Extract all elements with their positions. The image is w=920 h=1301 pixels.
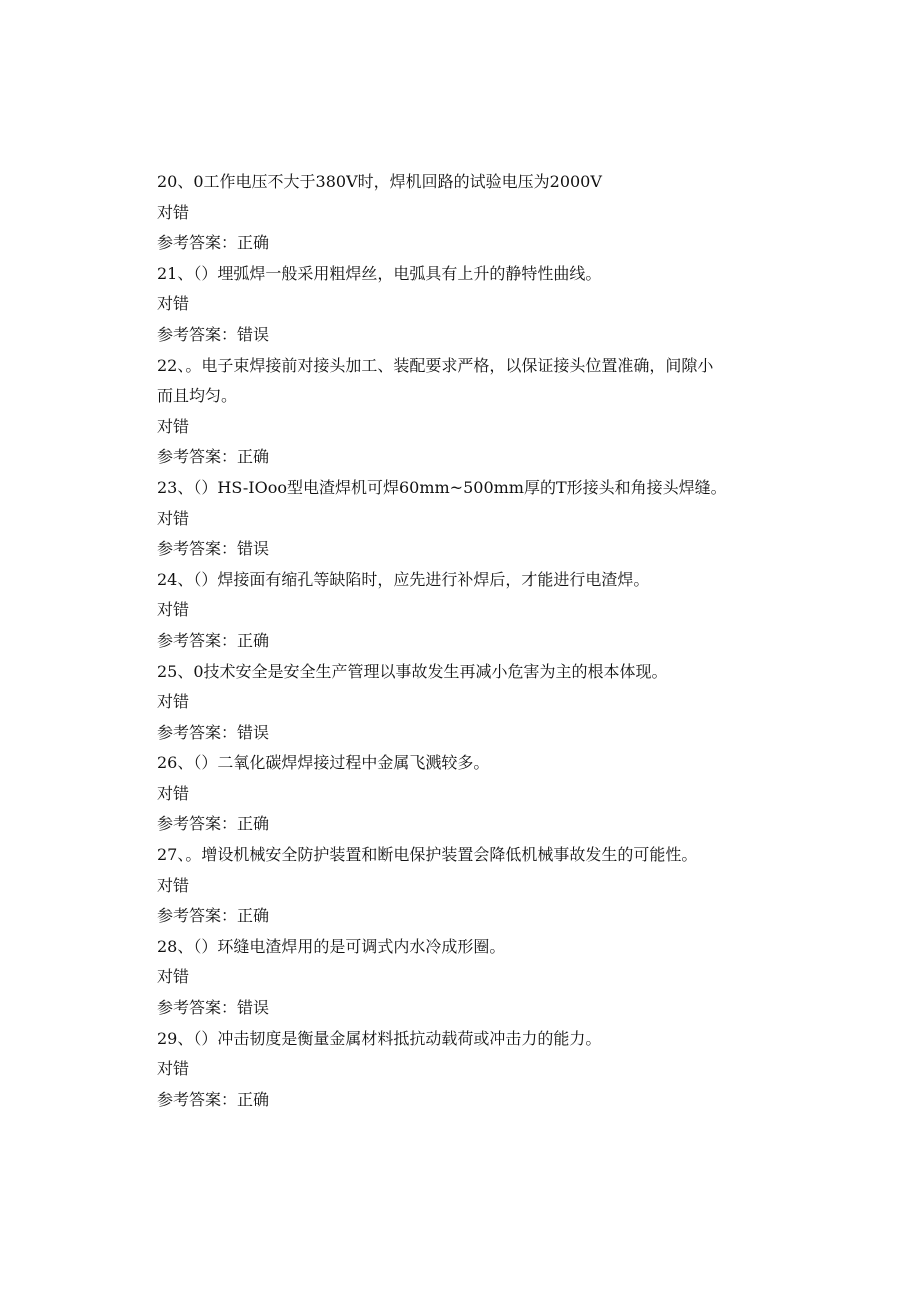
question-answer: 参考答案：错误 — [157, 998, 270, 1018]
question-text: 28、（）环缝电渣焊用的是可调式内水冷成形圈。 — [157, 936, 506, 956]
question-item-29 — [157, 1024, 767, 1116]
question-answer: 参考答案：错误 — [157, 324, 270, 344]
question-answer: 参考答案：正确 — [157, 447, 270, 467]
question-options: 对错 — [157, 1059, 190, 1079]
question-options: 对错 — [157, 875, 190, 895]
question-item-26 — [157, 748, 767, 840]
question-item-28 — [157, 932, 767, 1024]
question-item-24 — [157, 565, 767, 657]
question-options: 对错 — [157, 600, 190, 620]
question-text: 23、（）HS-IOoo型电渣焊机可焊60mm~500mm厚的T形接头和角接头焊缝。 — [157, 477, 727, 497]
question-item-21 — [157, 259, 767, 351]
question-text: 29、（）冲击韧度是衡量金属材料抵抗动载荷或冲击力的能力。 — [157, 1028, 602, 1048]
question-item-20 — [157, 167, 767, 259]
question-answer: 参考答案：错误 — [157, 722, 270, 742]
question-options: 对错 — [157, 294, 190, 314]
question-options: 对错 — [157, 967, 190, 987]
question-list — [157, 167, 767, 1115]
question-text: 26、（）二氧化碳焊焊接过程中金属飞溅较多。 — [157, 753, 490, 773]
question-item-23 — [157, 473, 767, 565]
question-answer: 参考答案：正确 — [157, 1089, 270, 1109]
question-options: 对错 — [157, 202, 190, 222]
question-options: 对错 — [157, 692, 190, 712]
question-options: 对错 — [157, 416, 190, 436]
question-answer: 参考答案：正确 — [157, 630, 270, 650]
question-answer: 参考答案：正确 — [157, 814, 270, 834]
question-text: 21、（）埋弧焊一般采用粗焊丝，电弧具有上升的静特性曲线。 — [157, 263, 602, 283]
question-item-25 — [157, 657, 767, 749]
question-item-27 — [157, 840, 767, 932]
question-answer: 参考答案：正确 — [157, 233, 270, 253]
question-answer: 参考答案：错误 — [157, 539, 270, 559]
question-text: 24、（）焊接面有缩孔等缺陷时，应先进行补焊后，才能进行电渣焊。 — [157, 569, 650, 589]
question-options: 对错 — [157, 508, 190, 528]
question-item-22 — [157, 351, 767, 473]
question-options: 对错 — [157, 783, 190, 803]
question-text-line-2: 而且均匀。 — [157, 386, 238, 406]
question-text-line-1: 22、。电子束焊接前对接头加工、装配要求严格，以保证接头位置准确，间隙小 — [157, 355, 714, 375]
question-text: 27、。增设机械安全防护装置和断电保护装置会降低机械事故发生的可能性。 — [157, 845, 698, 865]
question-text: 25、0技术安全是安全生产管理以事故发生再减小危害为主的根本体现。 — [157, 661, 668, 681]
question-text: 20、0工作电压不大于380V时，焊机回路的试验电压为2000V — [157, 172, 602, 191]
question-answer: 参考答案：正确 — [157, 906, 270, 926]
